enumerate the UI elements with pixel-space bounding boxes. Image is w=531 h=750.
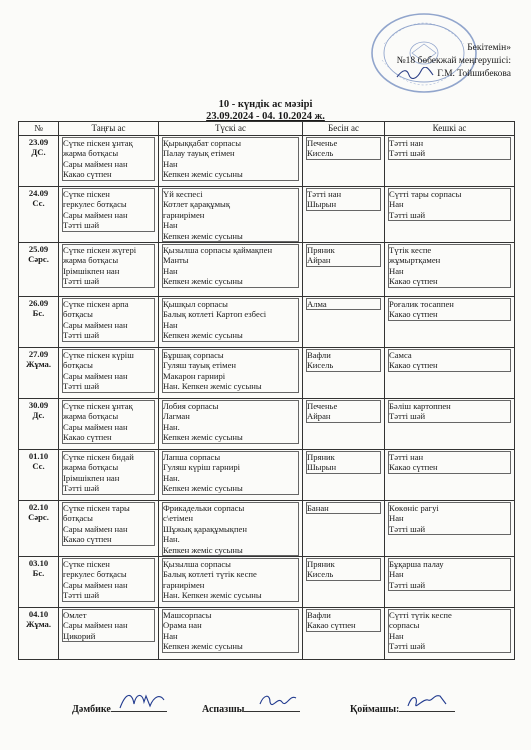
lunch-item: Котлет қарақұмық xyxy=(162,199,299,209)
day-weekday: Жұма. xyxy=(25,619,52,630)
breakfast-item: геркулес ботқасы xyxy=(62,569,155,579)
lunch-item: с\етімен xyxy=(162,513,299,523)
dinner-item: Тәтті нан xyxy=(388,451,511,462)
snack-cell xyxy=(303,187,385,243)
lunch-cell xyxy=(159,608,303,660)
lunch-item: Қышқыл сорпасы xyxy=(162,298,299,309)
lunch-item: Макарон гарнирі xyxy=(162,371,299,381)
lunch-item: Гуляш күріш гарнирі xyxy=(162,462,299,472)
lunch-item: Шұжық қарақұмықпен xyxy=(162,524,299,534)
lunch-item: Нан xyxy=(162,320,299,330)
dinner-cell xyxy=(385,501,515,557)
header-snack: Бесін ас xyxy=(303,122,385,136)
lunch-item: Нан. Кепкен жеміс сусыны xyxy=(162,590,299,601)
lunch-item: Кепкен жеміс сусыны xyxy=(162,276,299,287)
head-signature xyxy=(395,67,435,81)
dietitian-label: Дәмбике xyxy=(72,704,111,715)
breakfast-cell xyxy=(59,557,159,608)
breakfast-cell xyxy=(59,297,159,348)
storekeeper-signature xyxy=(350,700,455,715)
snack-cell xyxy=(303,348,385,399)
snack-cell xyxy=(303,501,385,557)
lunch-item: Қызылша сорпасы қаймақпен xyxy=(162,244,299,255)
dinner-item: сорпасы xyxy=(388,620,511,630)
lunch-item: Лагман xyxy=(162,411,299,421)
lunch-item: Қырыққабат сорпасы xyxy=(162,137,299,148)
lunch-cell xyxy=(159,136,303,187)
day-weekday: Жұма. xyxy=(25,359,52,370)
dinner-cell xyxy=(385,136,515,187)
breakfast-item: жарма ботқасы xyxy=(62,462,155,472)
header-breakfast: Таңғы ас xyxy=(59,122,159,136)
day-date: 04.10 xyxy=(28,609,49,620)
snack-item: Пряник xyxy=(306,558,381,569)
dinner-item: Түтік кеспе xyxy=(388,244,511,255)
dinner-item: Тәтті шәй xyxy=(388,641,511,652)
dinner-item: Сүтті тары сорпасы xyxy=(388,188,511,199)
header-dinner: Кешкі ас xyxy=(385,122,515,136)
dinner-item: Нан xyxy=(388,266,511,276)
breakfast-item: жарма ботқасы xyxy=(62,255,155,265)
dinner-item: Тәтті шәй xyxy=(388,148,511,159)
breakfast-item: Сүтке піскен тары xyxy=(62,502,155,513)
dinner-item: Нан xyxy=(388,631,511,641)
lunch-cell xyxy=(159,557,303,608)
dinner-cell xyxy=(385,608,515,660)
lunch-item: Үй кеспесі xyxy=(162,188,299,199)
breakfast-item: Тәтті шәй xyxy=(62,276,155,287)
breakfast-item: ботқасы xyxy=(62,360,155,370)
dinner-item: Бәліш картоппен xyxy=(388,400,511,411)
menu-row xyxy=(19,501,515,557)
storekeeper-label: Қоймашы: xyxy=(350,704,400,715)
lunch-cell xyxy=(159,243,303,297)
breakfast-item: Омлет xyxy=(62,609,155,620)
menu-row xyxy=(19,348,515,399)
snack-item: Печенье xyxy=(306,400,381,411)
dinner-item: Нан xyxy=(388,199,511,209)
dinner-item: Сүтті түтік кеспе xyxy=(388,609,511,620)
day-cell xyxy=(19,297,59,348)
day-weekday: Сәрс. xyxy=(28,254,49,265)
lunch-item: Қызылша сорпасы xyxy=(162,558,299,569)
dinner-item: Бұқарша палау xyxy=(388,558,511,569)
day-date: 26.09 xyxy=(28,298,49,309)
dinner-item: Самса xyxy=(388,349,511,360)
snack-item: Кисель xyxy=(306,569,381,580)
dinner-cell xyxy=(385,450,515,501)
breakfast-cell xyxy=(59,450,159,501)
menu-table xyxy=(18,121,515,660)
dinner-cell xyxy=(385,187,515,243)
lunch-item: Кепкен жеміс сусыны xyxy=(162,545,299,556)
dinner-item: Роғалик тосаппен xyxy=(388,298,511,309)
lunch-item: Кепкен жеміс сусыны xyxy=(162,483,299,494)
dinner-item: Нан xyxy=(388,513,511,523)
day-weekday: ДС. xyxy=(31,147,46,158)
menu-row xyxy=(19,297,515,348)
breakfast-item: Какао сүтпен xyxy=(62,169,155,180)
snack-item: Кисель xyxy=(306,148,381,159)
dinner-cell xyxy=(385,348,515,399)
breakfast-item: Какао сүтпен xyxy=(62,534,155,545)
breakfast-cell xyxy=(59,399,159,450)
lunch-item: Нан. xyxy=(162,534,299,544)
storekeeper-scribble xyxy=(404,690,450,712)
lunch-item: Балық котлеті түтік кеспе xyxy=(162,569,299,579)
approval-line-2: №18 бөбекжай меңгерушісі: xyxy=(396,55,511,66)
breakfast-item: Тәтті шәй xyxy=(62,381,155,392)
lunch-item: Орама нан xyxy=(162,620,299,630)
lunch-item: Лапша сорпасы xyxy=(162,451,299,462)
breakfast-item: Сары маймен нан xyxy=(62,159,155,169)
snack-item: Банан xyxy=(306,502,381,514)
approval-block xyxy=(261,42,511,81)
signature-row xyxy=(0,694,531,734)
breakfast-item: Тәтті шәй xyxy=(62,483,155,494)
breakfast-item: Сүтке піскен xyxy=(62,188,155,199)
snack-item: Пряник xyxy=(306,451,381,462)
dietitian-scribble xyxy=(116,690,168,712)
lunch-item: Нан. xyxy=(162,473,299,483)
lunch-item: Нан xyxy=(162,159,299,169)
snack-cell xyxy=(303,297,385,348)
breakfast-item: Сүтке піскен ұнтақ xyxy=(62,400,155,411)
menu-header-row xyxy=(19,122,515,136)
breakfast-cell xyxy=(59,501,159,557)
breakfast-item: Сүтке піскен арпа xyxy=(62,298,155,309)
lunch-item: Фрикадельки сорпасы xyxy=(162,502,299,513)
day-date: 23.09 xyxy=(28,137,49,147)
breakfast-item: Какао сүтпен xyxy=(62,432,155,443)
snack-cell xyxy=(303,136,385,187)
lunch-item: Нан xyxy=(162,266,299,276)
menu-row xyxy=(19,187,515,243)
snack-item: Тәтті нан xyxy=(306,188,381,199)
day-date: 02.10 xyxy=(28,502,49,513)
snack-item: Какао сүтпен xyxy=(306,620,381,631)
day-cell xyxy=(19,501,59,557)
lunch-item: Бұршақ сорпасы xyxy=(162,349,299,360)
dietitian-signature xyxy=(72,700,167,715)
breakfast-item: Тәтті шәй xyxy=(62,590,155,601)
dinner-item: Тәтті шәй xyxy=(388,580,511,591)
lunch-item: Нан. xyxy=(162,422,299,432)
day-weekday: Сс. xyxy=(32,461,45,472)
breakfast-cell xyxy=(59,136,159,187)
breakfast-item: Сары маймен нан xyxy=(62,210,155,220)
lunch-cell xyxy=(159,187,303,243)
day-weekday: Бс. xyxy=(32,308,45,319)
menu-title xyxy=(0,99,531,123)
breakfast-item: Сары маймен нан xyxy=(62,580,155,590)
lunch-item: Балық котлеті Картоп езбесі xyxy=(162,309,299,319)
snack-cell xyxy=(303,450,385,501)
lunch-item: Гуляш тауық етімен xyxy=(162,360,299,370)
snack-cell xyxy=(303,243,385,297)
dinner-item: Тәтті нан xyxy=(388,137,511,148)
day-cell xyxy=(19,557,59,608)
lunch-cell xyxy=(159,501,303,557)
dinner-item: Какао сүтпен xyxy=(388,462,511,473)
approval-line-1: Бекітемін» xyxy=(467,43,511,53)
menu-row xyxy=(19,608,515,660)
breakfast-item: Сары маймен нан xyxy=(62,524,155,534)
lunch-cell xyxy=(159,450,303,501)
lunch-item: Палау тауық етімен xyxy=(162,148,299,158)
breakfast-item: Сүтке піскен ұнтақ xyxy=(62,137,155,148)
menu-row xyxy=(19,450,515,501)
menu-title-line1: 10 - күндік ас мәзірі xyxy=(218,99,313,110)
lunch-item: Нан. Кепкен жеміс сусыны xyxy=(162,381,299,392)
snack-item: Алма xyxy=(306,298,381,310)
dinner-cell xyxy=(385,399,515,450)
snack-item: Кисель xyxy=(306,360,381,371)
dinner-item: Тәтті шәй xyxy=(388,210,511,221)
day-cell xyxy=(19,399,59,450)
snack-item: Айран xyxy=(306,255,381,266)
approval-signer: Г.М. Тойшибекова xyxy=(437,69,511,80)
lunch-item: Манты xyxy=(162,255,299,265)
approval-line-3 xyxy=(261,67,511,81)
breakfast-item: жарма ботқасы xyxy=(62,148,155,158)
lunch-item: Нан xyxy=(162,220,299,230)
breakfast-item: Сүтке піскен жүгері xyxy=(62,244,155,255)
lunch-cell xyxy=(159,399,303,450)
header-number: № xyxy=(19,122,59,136)
menu-row xyxy=(19,399,515,450)
breakfast-cell xyxy=(59,243,159,297)
lunch-item: гарнирімен xyxy=(162,580,299,590)
breakfast-item: ботқасы xyxy=(62,513,155,523)
breakfast-item: Ірімшікпен нан xyxy=(62,266,155,276)
menu-row xyxy=(19,136,515,187)
lunch-item: Машсорпасы xyxy=(162,609,299,620)
day-date: 30.09 xyxy=(28,400,49,411)
dinner-cell xyxy=(385,557,515,608)
lunch-item: Нан xyxy=(162,631,299,641)
lunch-item: гарнирімен xyxy=(162,210,299,220)
dinner-item: Какао сүтпен xyxy=(388,276,511,287)
day-weekday: Сәрс. xyxy=(28,512,49,523)
breakfast-item: Сары маймен нан xyxy=(62,620,155,630)
breakfast-item: Сары маймен нан xyxy=(62,371,155,381)
breakfast-cell xyxy=(59,608,159,660)
breakfast-item: Ірімшікпен нан xyxy=(62,473,155,483)
lunch-item: Лобия сорпасы xyxy=(162,400,299,411)
day-date: 03.10 xyxy=(28,558,49,569)
lunch-item: Кепкен жеміс сусыны xyxy=(162,432,299,443)
snack-cell xyxy=(303,608,385,660)
snack-item: Пряник xyxy=(306,244,381,255)
day-cell xyxy=(19,608,59,660)
cook-label: Аспазшы xyxy=(202,704,245,715)
cook-scribble xyxy=(256,690,302,712)
breakfast-item: Сары маймен нан xyxy=(62,320,155,330)
cook-signature xyxy=(202,700,300,715)
lunch-item: Кепкен жеміс сусыны xyxy=(162,231,299,242)
day-date: 01.10 xyxy=(28,451,49,462)
snack-item: Вафли xyxy=(306,609,381,620)
day-cell xyxy=(19,450,59,501)
breakfast-item: Сүтке піскен күріш xyxy=(62,349,155,360)
dinner-item: Тәтті шәй xyxy=(388,411,511,422)
dinner-item: Какао сүтпен xyxy=(388,360,511,371)
breakfast-item: жарма ботқасы xyxy=(62,411,155,421)
lunch-item: Кепкен жеміс сусыны xyxy=(162,641,299,652)
dinner-item: Нан xyxy=(388,569,511,579)
dinner-item: жұмыртқамен xyxy=(388,255,511,265)
lunch-cell xyxy=(159,297,303,348)
breakfast-item: Сүтке піскен xyxy=(62,558,155,569)
day-weekday: Сс. xyxy=(32,198,45,209)
day-weekday: Дс. xyxy=(32,410,45,421)
breakfast-item: Тәтті шәй xyxy=(62,330,155,341)
day-date: 24.09 xyxy=(28,188,49,198)
snack-item: Печенье xyxy=(306,137,381,148)
day-date: 27.09 xyxy=(28,349,49,360)
day-cell xyxy=(19,136,59,187)
snack-item: Вафли xyxy=(306,349,381,360)
menu-date-range: 23.09.2024 - 04. 10.2024 ж. xyxy=(206,111,325,122)
snack-item: Шырын xyxy=(306,462,381,473)
menu-row xyxy=(19,557,515,608)
breakfast-item: геркулес ботқасы xyxy=(62,199,155,209)
breakfast-cell xyxy=(59,348,159,399)
day-cell xyxy=(19,243,59,297)
snack-cell xyxy=(303,557,385,608)
lunch-cell xyxy=(159,348,303,399)
day-date: 25.09 xyxy=(28,244,49,255)
breakfast-item: Сары маймен нан xyxy=(62,422,155,432)
day-cell xyxy=(19,348,59,399)
breakfast-item: Сүтке піскен бидай xyxy=(62,451,155,462)
dinner-item: Көкөніс рагуі xyxy=(388,502,511,513)
menu-row xyxy=(19,243,515,297)
dinner-cell xyxy=(385,297,515,348)
snack-item: Шырын xyxy=(306,199,381,210)
breakfast-cell xyxy=(59,187,159,243)
snack-cell xyxy=(303,399,385,450)
lunch-item: Кепкен жеміс сусыны xyxy=(162,330,299,341)
dinner-item: Какао сүтпен xyxy=(388,309,511,320)
breakfast-item: Тәтті шәй xyxy=(62,220,155,231)
dinner-item: Тәтті шәй xyxy=(388,524,511,535)
day-cell xyxy=(19,187,59,243)
breakfast-item: Цикорий xyxy=(62,631,155,642)
breakfast-item: ботқасы xyxy=(62,309,155,319)
lunch-item: Кепкен жеміс сусыны xyxy=(162,169,299,180)
header-lunch: Түскі ас xyxy=(159,122,303,136)
day-weekday: Бс. xyxy=(32,568,45,579)
dinner-cell xyxy=(385,243,515,297)
snack-item: Айран xyxy=(306,411,381,422)
